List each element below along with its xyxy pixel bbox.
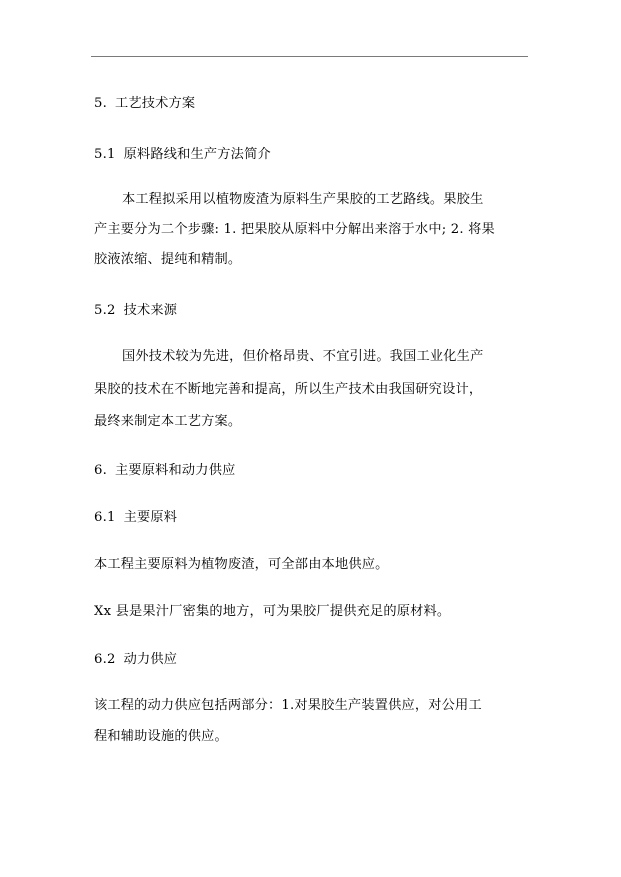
section-6-2-heading bbox=[94, 651, 177, 669]
paragraph-line: 最终来制定本工艺方案。 bbox=[94, 414, 242, 429]
section-5-heading bbox=[94, 95, 195, 113]
paragraph-line: 程和辅助设施的供应。 bbox=[94, 729, 228, 744]
section-title: 主要原料和动力供应 bbox=[114, 463, 236, 478]
paragraph-line: 产主要分为二个步骤: 1. 把果胶从原料中分解出来溶于水中; 2. 将果 bbox=[94, 222, 495, 237]
section-title: 原料路线和生产方法简介 bbox=[123, 147, 271, 162]
section-6-heading bbox=[94, 462, 235, 480]
section-number: 6.2 bbox=[94, 652, 116, 667]
paragraph-line: 国外技术较为先进，但价格昂贵、不宜引进。我国工业化生产 bbox=[122, 349, 484, 364]
section-5-1-heading bbox=[94, 146, 271, 164]
paragraph-line: 果胶的技术在不断地完善和提高，所以生产技术由我国研究设计， bbox=[94, 382, 483, 397]
section-title: 工艺技术方案 bbox=[114, 96, 196, 111]
section-number: 5.2 bbox=[94, 303, 116, 318]
paragraph-line: 胶液浓缩、提纯和精制。 bbox=[94, 252, 242, 267]
paragraph-line: 本工程主要原料为植物废渣，可全部由本地供应。 bbox=[94, 557, 389, 572]
paragraph-line: Xx 县是果汁厂密集的地方，可为果胶厂提供充足的原材料。 bbox=[94, 604, 451, 619]
paragraph-line: 该工程的动力供应包括两部分：1.对果胶生产装置供应，对公用工 bbox=[94, 698, 482, 713]
section-5-2-heading bbox=[94, 302, 177, 320]
paragraph-line: 本工程拟采用以植物废渣为原料生产果胶的工艺路线。果胶生 bbox=[122, 192, 484, 207]
section-number: 6.1 bbox=[94, 510, 116, 525]
section-title: 主要原料 bbox=[123, 510, 178, 525]
section-6-1-heading bbox=[94, 509, 177, 527]
section-number: 5.1 bbox=[94, 147, 116, 162]
section-title: 技术来源 bbox=[123, 303, 178, 318]
section-number: 6. bbox=[94, 463, 107, 478]
section-title: 动力供应 bbox=[123, 652, 178, 667]
section-number: 5. bbox=[94, 96, 107, 111]
header-rule bbox=[91, 56, 528, 57]
